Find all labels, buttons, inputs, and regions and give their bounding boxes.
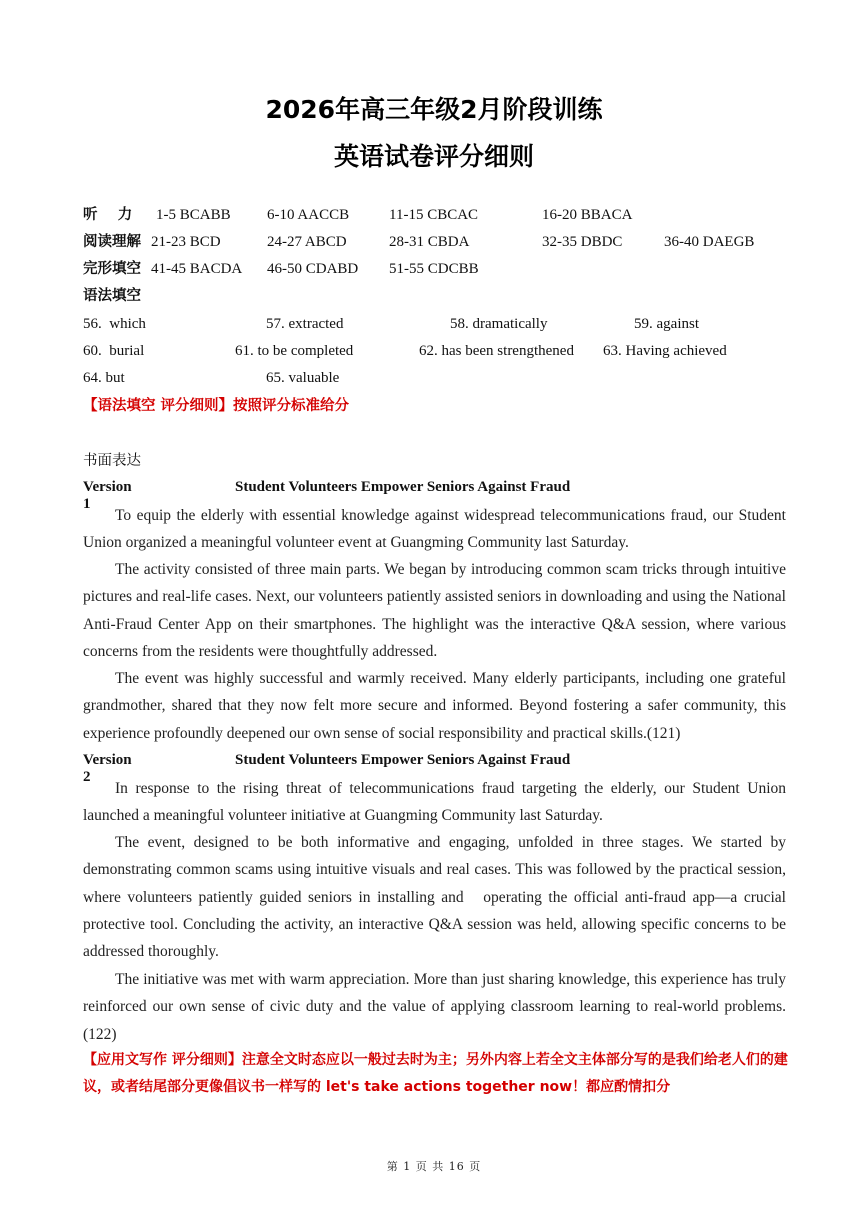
answer-group: 36-40 DAEGB xyxy=(664,234,755,250)
essay-paragraph: In response to the rising threat of telecommunications fraud targeting the elderly, our Student Union launched a meaningful volunteer initiative at Guangming Community last Saturday. xyxy=(83,780,786,825)
version-label: Version 2 xyxy=(83,752,132,785)
grammar-answer: 65. valuable xyxy=(266,370,340,386)
answer-group: 24-27 ABCD xyxy=(267,234,347,250)
writing-scoring-note: 【应用文写作 评分细则】注意全文时态应以一般过去时为主；另外内容上若全文主体部分写的是我们给老人们的建议，或者结尾部分更像倡议书一样写的 let's take actions together now！都应酌情扣分 xyxy=(83,1052,788,1095)
section-label-reading: 阅读理解 xyxy=(83,234,141,250)
grammar-answer: 63. Having achieved xyxy=(603,343,727,359)
answer-group: 32-35 DBDC xyxy=(542,234,623,250)
answer-group: 16-20 BBACA xyxy=(542,207,633,223)
essay-paragraph: The initiative was met with warm appreciation. More than just sharing knowledge, this experience has truly reinforced our own sense of civic duty and the value of applying classroom learning to real-world problems.(122) xyxy=(83,971,786,1043)
answer-group: 11-15 CBCAC xyxy=(389,207,479,223)
grammar-answer: 56. which xyxy=(83,316,146,332)
grammar-answer: 64. but xyxy=(83,370,125,386)
writing-section-label: 书面表达 xyxy=(83,453,141,469)
version-label: Version 1 xyxy=(83,479,132,512)
answer-group: 1-5 BCABB xyxy=(156,207,231,223)
answer-group: 6-10 AACCB xyxy=(267,207,350,223)
answer-group: 41-45 BACDA xyxy=(151,261,243,277)
essay-paragraph: The activity consisted of three main parts. We began by introducing common scam tricks through intuitive pictures and real-life cases. Next, our volunteers patiently assisted seniors in downloading and using the National Anti-Fraud Center App on their smartphones. The highlight was the interactive Q&A session, where various concerns from the residents were thoughtfully addressed. xyxy=(83,561,786,660)
answer-group: 28-31 CBDA xyxy=(389,234,470,250)
grammar-answer: 57. extracted xyxy=(266,316,344,332)
essay-title: Student Volunteers Empower Seniors Against Fraud xyxy=(235,479,571,495)
section-label-grammar: 语法填空 xyxy=(83,288,141,304)
answer-group: 51-55 CDCBB xyxy=(389,261,479,277)
answer-group: 46-50 CDABD xyxy=(267,261,359,277)
essay-title: Student Volunteers Empower Seniors Against Fraud xyxy=(235,752,571,768)
grammar-answer: 60. burial xyxy=(83,343,145,359)
grammar-answer: 62. has been strengthened xyxy=(419,343,574,359)
answer-group: 21-23 BCD xyxy=(151,234,221,250)
grammar-scoring-note: 【语法填空 评分细则】按照评分标准给分 xyxy=(83,398,350,414)
essay-paragraph: The event, designed to be both informative and engaging, unfolded in three stages. We started by demonstrating common scams using intuitive visuals and real cases. This was followed by the practical session, where volunteers patiently guided seniors in installing and operating the official anti-fraud app—a crucial protective tool. Concluding the activity, an interactive Q&A session was held, allowing specific concerns to be addressed thoroughly. xyxy=(83,834,790,961)
grammar-answer: 61. to be completed xyxy=(235,343,354,359)
document-title: 2026年高三年级2月阶段训练 xyxy=(265,95,603,124)
grammar-answer: 58. dramatically xyxy=(450,316,548,332)
essay-paragraph: The event was highly successful and warmly received. Many elderly participants, including one grateful grandmother, shared that they now felt more secure and informed. Beyond fostering a safer community, this experience profoundly deepened our own sense of social responsibility and practical skills.(121) xyxy=(83,670,786,742)
grammar-answer: 59. against xyxy=(634,316,699,332)
section-label-cloze: 完形填空 xyxy=(83,261,141,277)
section-label-listening: 听 力 xyxy=(83,207,133,223)
page-number: 第 1 页 共 16 页 xyxy=(386,1160,482,1173)
essay-paragraph: To equip the elderly with essential knowledge against widespread telecommunications fraud, our Student Union organized a meaningful volunteer event at Guangming Community last Saturday. xyxy=(83,507,786,552)
document-subtitle: 英语试卷评分细则 xyxy=(333,142,534,171)
